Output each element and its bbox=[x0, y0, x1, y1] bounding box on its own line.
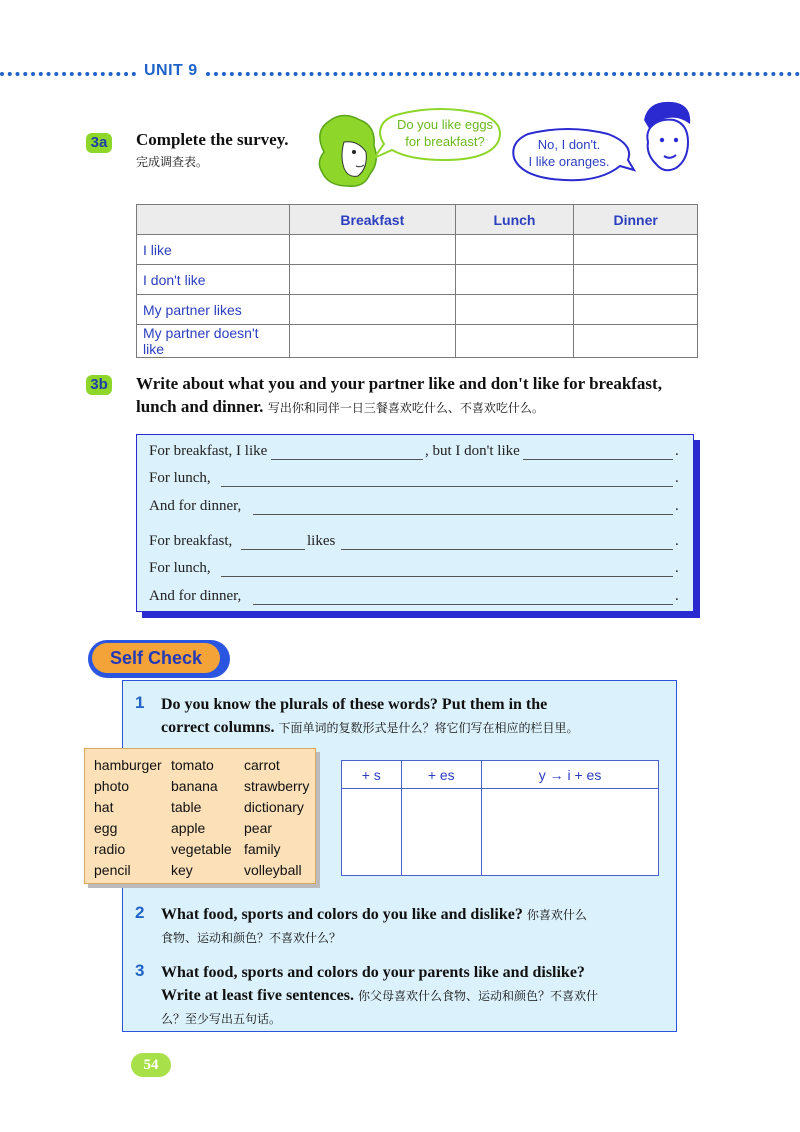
write-line-6-prefix: And for dinner, bbox=[149, 588, 242, 604]
word-item: radio bbox=[94, 841, 126, 857]
word-column-1 bbox=[94, 755, 162, 881]
self-check-label: Self Check bbox=[92, 643, 220, 673]
survey-cell[interactable] bbox=[574, 235, 698, 265]
survey-cell[interactable] bbox=[290, 295, 456, 325]
header-dotted-line-right bbox=[206, 72, 800, 76]
plural-header-s: + s bbox=[342, 761, 402, 789]
q1-line2: correct columns. bbox=[161, 719, 275, 736]
survey-cell[interactable] bbox=[574, 325, 698, 358]
word-item: hat bbox=[94, 799, 114, 815]
word-item: vegetable bbox=[171, 841, 232, 857]
section-3b-title-line1: Write about what you and your partner like and don't like for breakfast, bbox=[136, 374, 662, 393]
survey-header-dinner: Dinner bbox=[574, 205, 698, 235]
survey-cell[interactable] bbox=[290, 265, 456, 295]
q3-number: 3 bbox=[135, 961, 145, 980]
write-period: . bbox=[675, 443, 679, 459]
survey-header-row bbox=[137, 205, 698, 235]
section-3b-title-line2: lunch and dinner. bbox=[136, 397, 264, 416]
word-item: tomato bbox=[171, 757, 214, 773]
bubble-left-line-2: for breakfast? bbox=[405, 134, 485, 149]
write-line-4-mid: likes bbox=[307, 533, 336, 549]
word-item: photo bbox=[94, 778, 130, 794]
survey-cell[interactable] bbox=[455, 325, 574, 358]
q3-line1: What food, sports and colors do your parents like and dislike? bbox=[161, 964, 585, 981]
speech-bubble-right-text bbox=[516, 136, 622, 170]
q2-text bbox=[161, 903, 671, 950]
word-item: egg bbox=[94, 820, 118, 836]
survey-row-label: My partner likes bbox=[137, 295, 290, 325]
plural-cell[interactable] bbox=[342, 789, 402, 876]
word-item: volleyball bbox=[244, 862, 302, 878]
plural-header-ies: y → i + es bbox=[482, 761, 659, 789]
section-3b-title-line2-wrap bbox=[136, 397, 544, 417]
section-badge-3a: 3a bbox=[86, 133, 112, 153]
plural-answer-row bbox=[342, 789, 659, 876]
self-check-label-pill bbox=[88, 640, 230, 678]
word-item: table bbox=[171, 799, 202, 815]
word-item: hamburger bbox=[94, 757, 162, 773]
writing-box bbox=[136, 434, 694, 612]
survey-header-empty bbox=[137, 205, 290, 235]
section-3b-title-cn: 写出你和同伴一日三餐喜欢吃什么、不喜欢吃什么。 bbox=[267, 401, 544, 415]
write-blank[interactable] bbox=[241, 549, 305, 550]
survey-row bbox=[137, 235, 698, 265]
survey-row bbox=[137, 265, 698, 295]
word-item: key bbox=[171, 862, 193, 878]
write-line-1-mid: , but I don't like bbox=[425, 443, 520, 459]
word-item: apple bbox=[171, 820, 206, 836]
q1-number: 1 bbox=[135, 693, 145, 712]
q3-cn2: 么？至少写出五句话。 bbox=[161, 1012, 282, 1026]
bubble-right-line-1: No, I don't. bbox=[537, 137, 601, 152]
survey-cell[interactable] bbox=[455, 295, 574, 325]
write-blank[interactable] bbox=[341, 549, 673, 550]
write-line-5-prefix: For lunch, bbox=[149, 560, 211, 576]
write-blank[interactable] bbox=[221, 576, 673, 577]
bubble-right-line-2: I like oranges. bbox=[528, 154, 610, 169]
bubble-left-line-1: Do you like eggs bbox=[396, 117, 494, 132]
survey-row bbox=[137, 325, 698, 358]
write-line-4-prefix: For breakfast, bbox=[149, 533, 233, 549]
word-item: pear bbox=[244, 820, 273, 836]
survey-header-lunch: Lunch bbox=[455, 205, 574, 235]
q2-cn2: 食物、运动和颜色？不喜欢什么？ bbox=[161, 931, 342, 945]
word-item: carrot bbox=[244, 757, 280, 773]
write-line-1-prefix: For breakfast, I like bbox=[149, 443, 268, 459]
q1-text bbox=[161, 693, 671, 740]
plural-cell[interactable] bbox=[401, 789, 482, 876]
write-line-3-prefix: And for dinner, bbox=[149, 498, 242, 514]
q2-line1-wrap bbox=[161, 903, 671, 927]
plural-header-row bbox=[342, 761, 659, 789]
q3-cn1: 你父母喜欢什么食物、运动和颜色？不喜欢什 bbox=[357, 989, 598, 1003]
survey-cell[interactable] bbox=[290, 325, 456, 358]
word-column-3 bbox=[244, 755, 309, 881]
word-list-box bbox=[84, 748, 316, 884]
write-period: . bbox=[675, 498, 679, 514]
q1-line2-wrap bbox=[161, 716, 671, 740]
q2-line1: What food, sports and colors do you like and dislike? bbox=[161, 906, 523, 923]
write-period: . bbox=[675, 533, 679, 549]
q3-line2-wrap bbox=[161, 984, 671, 1008]
survey-row-label: I don't like bbox=[137, 265, 290, 295]
survey-cell[interactable] bbox=[455, 235, 574, 265]
write-blank[interactable] bbox=[271, 459, 423, 460]
survey-row bbox=[137, 295, 698, 325]
unit-label: UNIT 9 bbox=[144, 62, 198, 79]
survey-cell[interactable] bbox=[455, 265, 574, 295]
write-blank[interactable] bbox=[221, 486, 673, 487]
write-blank[interactable] bbox=[253, 604, 673, 605]
word-item: banana bbox=[171, 778, 218, 794]
q1-cn: 下面单词的复数形式是什么？将它们写在相应的栏目里。 bbox=[278, 721, 579, 735]
q1-line1: Do you know the plurals of these words? Put them in the bbox=[161, 696, 548, 713]
word-item: family bbox=[244, 841, 281, 857]
write-period: . bbox=[675, 560, 679, 576]
write-period: . bbox=[675, 470, 679, 486]
word-item: strawberry bbox=[244, 778, 310, 794]
section-3a-title: Complete the survey. bbox=[136, 130, 289, 149]
plural-table bbox=[341, 760, 659, 876]
plural-cell[interactable] bbox=[482, 789, 659, 876]
write-blank[interactable] bbox=[253, 514, 673, 515]
word-item: pencil bbox=[94, 862, 131, 878]
q3-line2: Write at least five sentences. bbox=[161, 987, 354, 1004]
survey-table bbox=[136, 204, 698, 358]
word-item: dictionary bbox=[244, 799, 304, 815]
survey-cell[interactable] bbox=[290, 235, 456, 265]
survey-row-label: My partner doesn't like bbox=[137, 325, 290, 358]
write-period: . bbox=[675, 588, 679, 604]
header-dotted-line-left bbox=[0, 72, 136, 76]
q2-number: 2 bbox=[135, 903, 145, 922]
survey-header-breakfast: Breakfast bbox=[290, 205, 456, 235]
section-badge-3b: 3b bbox=[86, 375, 112, 395]
q2-cn1: 你喜欢什么 bbox=[526, 908, 587, 922]
q3-text bbox=[161, 961, 671, 1031]
word-column-2 bbox=[171, 755, 232, 881]
boy-face-icon bbox=[628, 98, 698, 180]
section-3a-title-cn: 完成调查表。 bbox=[136, 155, 209, 169]
plural-header-es: + es bbox=[401, 761, 482, 789]
page-number: 54 bbox=[131, 1053, 171, 1077]
speech-bubble-left-text bbox=[386, 116, 504, 150]
survey-cell[interactable] bbox=[574, 295, 698, 325]
write-line-2-prefix: For lunch, bbox=[149, 470, 211, 486]
survey-cell[interactable] bbox=[574, 265, 698, 295]
write-blank[interactable] bbox=[523, 459, 673, 460]
survey-row-label: I like bbox=[137, 235, 290, 265]
